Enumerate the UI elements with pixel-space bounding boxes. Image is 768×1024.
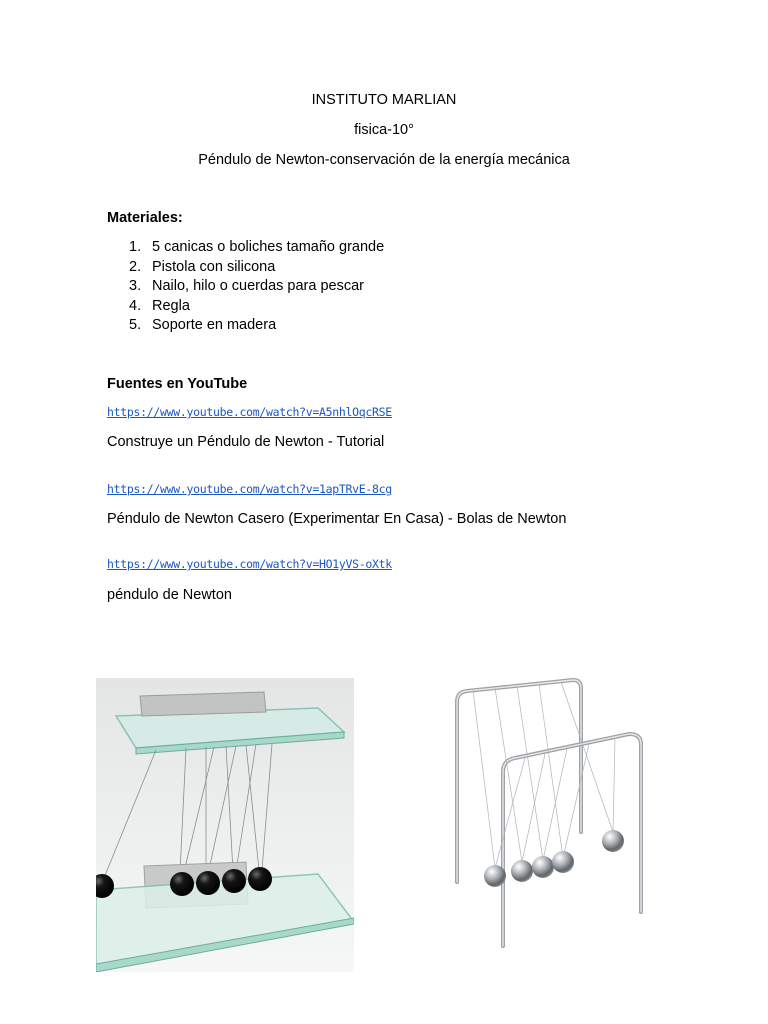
list-item-number: 5. — [129, 317, 142, 333]
list-item — [107, 297, 384, 317]
school-name: INSTITUTO MARLIAN — [311, 92, 457, 108]
list-item — [107, 258, 384, 278]
materials-list — [107, 238, 384, 336]
list-item — [107, 316, 384, 336]
video-title-1: Construye un Péndulo de Newton - Tutorial — [107, 434, 385, 450]
list-item-text: Soporte en madera — [152, 317, 277, 333]
materials-heading: Materiales: — [107, 210, 183, 226]
youtube-link-2[interactable]: https://www.youtube.com/watch?v=1apTRvE-8cg — [107, 482, 392, 496]
list-item-number: 2. — [129, 258, 142, 275]
list-item-number: 1. — [129, 239, 142, 255]
course-label: fisica-10° — [354, 122, 414, 138]
video-title-3: péndulo de Newton — [107, 587, 232, 603]
glass-newtons-cradle-photo — [96, 678, 354, 972]
sources-heading: Fuentes en YouTube — [107, 376, 248, 392]
list-item-text: Pistola con silicona — [152, 258, 276, 275]
list-item-text: Nailo, hilo o cuerdas para pescar — [152, 278, 364, 294]
list-item-number: 3. — [129, 278, 142, 294]
list-item-number: 4. — [129, 297, 142, 314]
metal-newtons-cradle-photo — [445, 672, 650, 954]
list-item — [107, 238, 384, 258]
list-item-text: Regla — [152, 297, 190, 314]
video-title-2: Péndulo de Newton Casero (Experimentar En Casa) - Bolas de Newton — [107, 511, 567, 527]
topic-title: Péndulo de Newton-conservación de la energía mecánica — [198, 152, 570, 168]
youtube-link-3[interactable]: https://www.youtube.com/watch?v=HO1yVS-oXtk — [107, 557, 392, 571]
list-item-text: 5 canicas o boliches tamaño grande — [152, 239, 385, 255]
list-item — [107, 277, 384, 297]
youtube-link-1[interactable]: https://www.youtube.com/watch?v=A5nhlOqcRSE — [107, 405, 392, 419]
